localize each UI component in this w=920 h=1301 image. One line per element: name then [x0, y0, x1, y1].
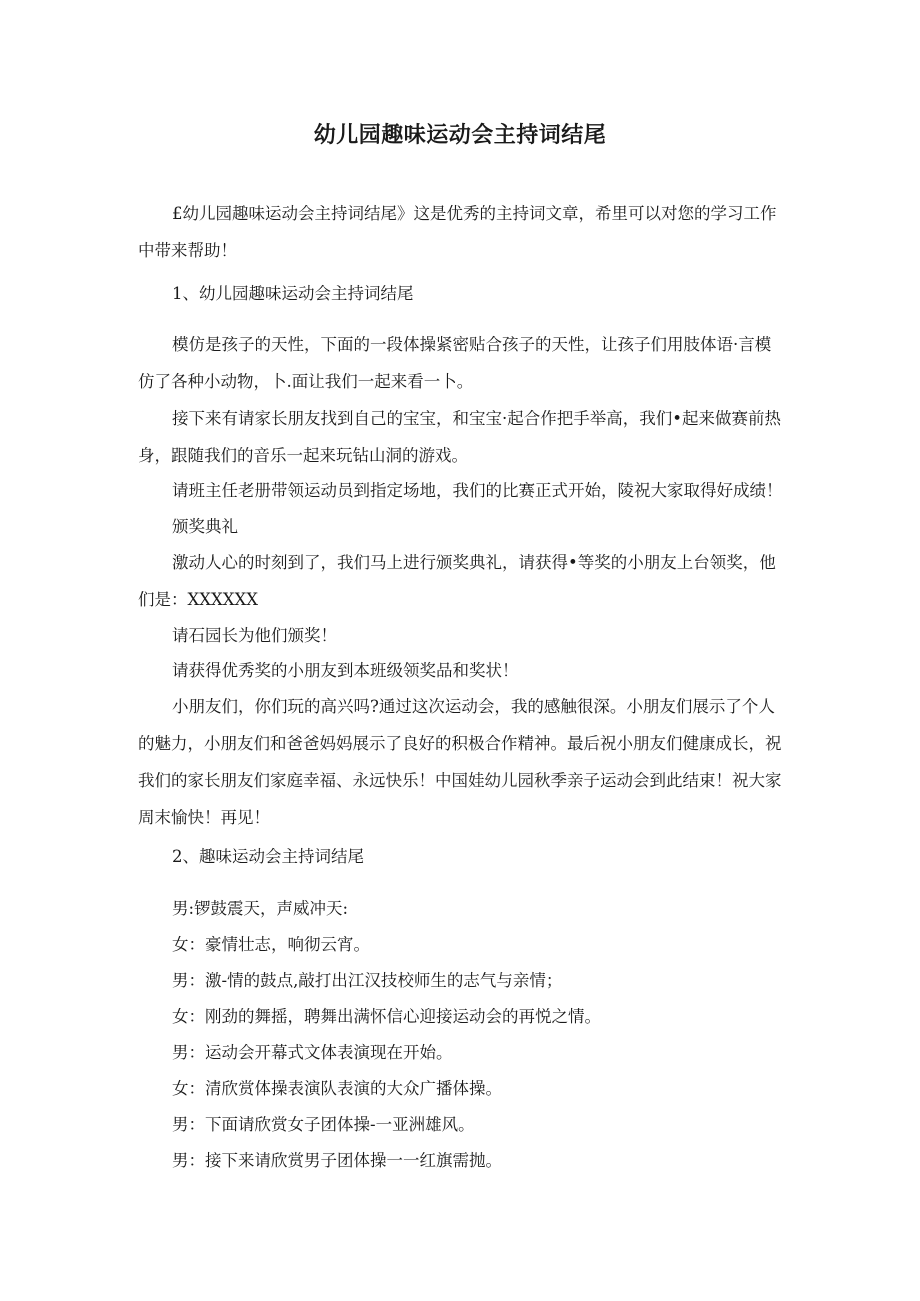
dialogue-line: 女：清欣赏体操表演队表演的大众广播体操。: [172, 1079, 502, 1098]
dialogue-line: 男：激-情的鼓点,敲打出江汉技校师生的志气与亲情；: [172, 971, 563, 990]
document-title: 幼儿园趣味运动会主持词结尾: [313, 123, 607, 148]
dialogue-line: 男：接下来请欣赏男子团体操一一红旗需抛。: [172, 1151, 502, 1170]
section-1-paragraph-8: 小朋友们，你们玩的高兴吗?通过这次运动会，我的感触很深。小朋友们展示了个人的魅力，小朋友们和爸爸妈妈展示了良好的积极合作精神。最后祝小朋友们健康成长，祝我们的家长朋友们家庭幸福、永远快乐！中国娃幼儿园秋季亲子运动会到此结束！祝大家周末愉快！再见！: [138, 697, 782, 827]
section-1-paragraph-6: 请石园长为他们颁奖！: [172, 626, 337, 645]
award-ceremony-heading: 颁奖典礼: [172, 517, 238, 536]
dialogue-line: 男：下面请欣赏女子团体操-一亚洲雄风。: [172, 1115, 475, 1134]
section-2-heading: 2、趣味运动会主持词结尾: [172, 847, 364, 866]
section-1-paragraph-1: 模仿是孩子的天性，下面的一段体操紧密贴合孩子的天性，让孩子们用肢体语·言模仿了各种小动物，卜.面让我们一起来看一卜。: [138, 335, 772, 391]
section-1-paragraph-7: 请获得优秀奖的小朋友到本班级领奖品和奖状！: [172, 661, 519, 680]
dialogue-line: 女：豪情壮志，响彻云宵。: [172, 935, 370, 954]
section-1-paragraph-2: 接下来有请家长朋友找到自己的宝宝，和宝宝·起合作把手举高，我们•起来做赛前热身，跟随我们的音乐一起来玩钻山洞的游戏。: [138, 409, 781, 465]
section-1-heading: 1、幼儿园趣味运动会主持词结尾: [172, 284, 414, 303]
dialogue-line: 男:锣鼓震天，声威冲天:: [172, 899, 349, 918]
intro-paragraph: £幼儿园趣味运动会主持词结尾》这是优秀的主持词文章，希里可以对您的学习工作中带来帮助！: [138, 204, 777, 260]
section-1-paragraph-3: 请班主任老册带领运动员到指定场地，我们的比赛正式开始，陵祝大家取得好成绩！: [172, 481, 783, 500]
section-1-paragraph-5: 激动人心的时刻到了，我们马上进行颁奖典礼，请获得•等奖的小朋友上台领奖，他们是：XXXXXX: [138, 553, 776, 609]
dialogue-line: 女：刚劲的舞摇，聘舞出满怀信心迎接运动会的再悦之情。: [172, 1007, 601, 1026]
dialogue-line: 男：运动会开幕式文体表演现在开始。: [172, 1043, 453, 1062]
